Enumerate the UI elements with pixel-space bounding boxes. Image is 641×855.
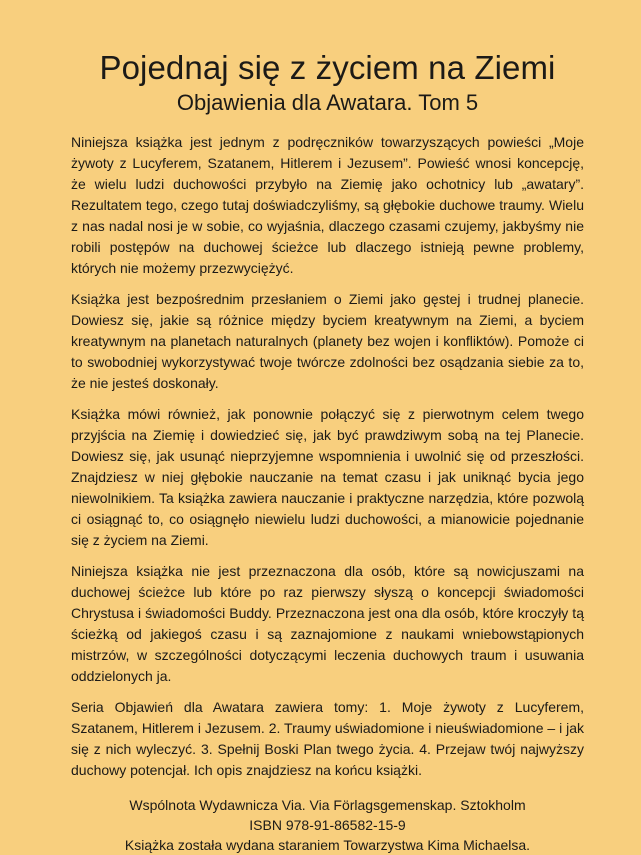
blurb-paragraph-3: Książka mówi również, jak ponownie połączyć się z pierwotnym celem twego przyjścia na Ziemię i dowiedzieć się, jak być prawdziwym sobą na tej Planecie. Dowiesz się, jak usunąć nieprzyjemne wspomnienia i uwolnić się od przeszłości. Znajdziesz w niej głębokie nauczanie na temat czasu i jak uniknąć bycia jego niewolnikiem. Ta książka zawiera nauczanie i praktyczne narzędzia, które pozwolą ci osiągnąć to, co osiągnęło niewielu ludzi duchowości, a mianowicie pojednanie się z życiem na Ziemi.: [71, 406, 584, 548]
publisher-line: Wspólnota Wydawnicza Via. Via Förlagsgemenskap. Sztokholm: [129, 797, 526, 813]
publisher-footer: [71, 795, 584, 855]
book-subtitle: Objawienia dla Awatara. Tom 5: [176, 90, 479, 115]
blurb-body: [71, 132, 584, 781]
series-paragraph: Seria Objawień dla Awatara zawiera tomy: 1. Moje żywoty z Lucyferem, Szatanem, Hitlerem i Jezusem. 2. Traumy uświadomione i nieuświadomione – i jak się z nich wyleczyć. 3. Spełnij Boski Plan twego życia. 4. Przejaw twój najwyższy duchowy potencjał. Ich opis znajdziesz na końcu książki.: [71, 699, 584, 778]
blurb-paragraph-4: Niniejsza książka nie jest przeznaczona dla osób, które są nowicjuszami na duchowej ścieżce lub które po raz pierwszy słyszą o koncepcji świadomości Chrystusa i świadomości Buddy. Przeznaczona jest ona dla osób, które kroczyły tą ścieżką od jakiegoś czasu i są zaznajomione z naukami wniebowstąpionych mistrzów, w szczególności dotyczącymi leczenia duchowych traum i usuwania oddzielonych ja.: [71, 563, 584, 684]
isbn-line: ISBN 978-91-86582-15-9: [249, 817, 406, 833]
blurb-paragraph-1: Niniejsza książka jest jednym z podręczników towarzyszących powieści „Moje żywoty z Lucyferem, Szatanem, Hitlerem i Jezusem”. Powieść wnosi koncepcję, że wielu ludzi duchowości przybyło na Ziemię jako ochotnicy lub „awatary”. Rezultatem tego, czego tutaj doświadczyliśmy, są głębokie duchowe traumy. Wielu z nas nadal nosi je w sobie, co wyjaśnia, dlaczego czasami czujemy, jakbyśmy nie robili postępów na duchowej ścieżce lub dlaczego istnieją pewne problemy, których nie możemy przezwyciężyć.: [71, 134, 584, 276]
credit-line: Książka została wydana staraniem Towarzystwa Kima Michaelsa.: [124, 837, 531, 853]
book-title: Pojednaj się z życiem na Ziemi: [99, 49, 556, 86]
blurb-paragraph-2: Książka jest bezpośrednim przesłaniem o Ziemi jako gęstej i trudnej planecie. Dowiesz się, jakie są różnice między byciem kreatywnym na Ziemi, a byciem kreatywnym na planetach naturalnych (planety bez wojen i konfliktów). Pomoże ci to swobodniej wykorzystywać twoje twórcze zdolności bez osądzania siebie za to, że nie jesteś doskonały.: [71, 291, 584, 391]
